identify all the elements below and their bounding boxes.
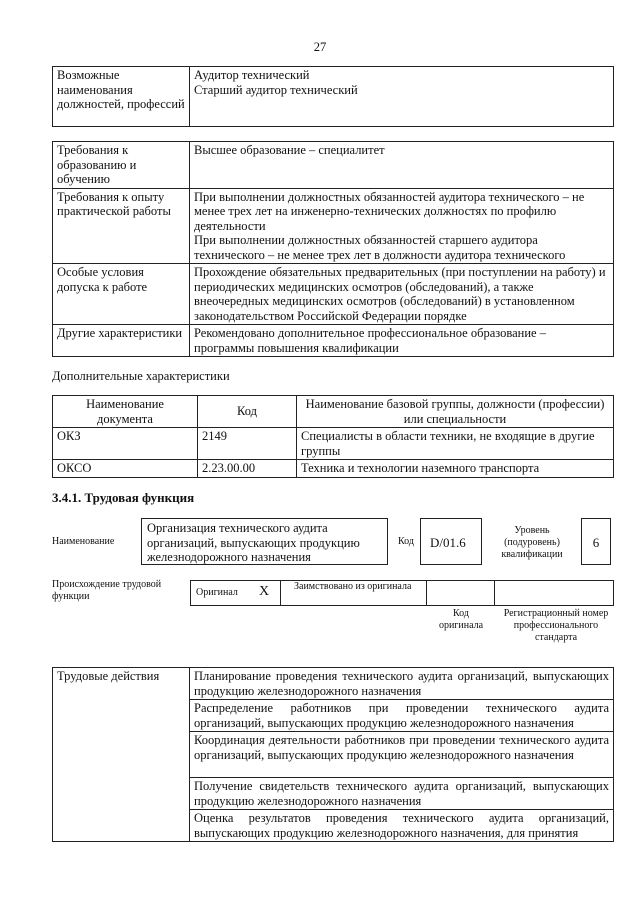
original-label: Оригинал [196,587,238,598]
action-item: Планирование проведения технического аудита организаций, выпускающих продукцию железнодорожного назначения [190,668,614,700]
header-code: Код [198,396,297,428]
positions-value [190,67,614,127]
code-label: Код [398,536,414,547]
positions-label: Возможные наименования должностей, профессий [53,67,190,127]
req-line: При выполнении должностных обязанностей аудитора технического – не менее трех лет на инженерно-технических должностях по профилю деятельности [194,189,585,233]
origin-label: Происхождение трудовой функции [52,579,162,602]
req-label: Требования к образованию и обучению [53,142,190,189]
header-name: Наименование базовой группы, должности (профессии) или специальности [297,396,614,428]
req-label: Другие характеристики [53,325,190,357]
req-value: Рекомендовано дополнительное профессиональное образование – программы повышения квалификации [190,325,614,357]
position-line: Аудитор технический [194,68,310,82]
action-item: Распределение работников при проведении технического аудита организаций, выпускающих продукцию железнодорожного назначения [190,700,614,732]
page-number: 27 [313,40,327,54]
section-title: 3.4.1. Трудовая функция [52,490,195,505]
name-cell: Специалисты в области техники, не входящие в другие группы [297,428,614,460]
req-value [190,188,614,264]
header-doc: Наименование документа [53,396,198,428]
actions-label: Трудовые действия [53,668,190,842]
req-label: Особые условия допуска к работе [53,264,190,325]
original-mark: X [259,584,270,599]
function-code-box: D/01.6 [420,518,482,565]
reg-caption: Регистрационный номер профессионального стандарта [503,608,609,643]
name-cell: Техника и технологии наземного транспорта [297,460,614,478]
positions-table [52,66,614,127]
function-name-box: Организация технического аудита организаций, выпускающих продукцию железнодорожного назначения [141,518,388,565]
req-line: При выполнении должностных обязанностей старшего аудитора технического – не менее трех лет в должности аудитора технического [194,233,566,262]
code-caption: Код оригинала [438,608,484,631]
classification-table [52,395,614,478]
borrowed-label: Заимствовано из оригинала [294,581,412,592]
req-value: Прохождение обязательных предварительных (при поступлении на работу) и периодических медицинских осмотров (обследований), а также внеочередных медицинских осмотров (обследований) в установленном законодательством Российской Федерации порядке [190,264,614,325]
code-cell: 2.23.00.00 [198,460,297,478]
req-label: Требования к опыту практической работы [53,188,190,264]
additional-title: Дополнительные характеристики [52,369,230,383]
action-item: Координация деятельности работников при проведении технического аудита организаций, выпускающих продукцию железнодорожного назначения [190,732,614,778]
action-item: Получение свидетельств технического аудита организаций, выпускающих продукцию железнодорожного назначения [190,778,614,810]
level-label: Уровень (подуровень) квалификации [501,525,563,560]
actions-table [52,667,614,842]
doc-cell: ОКСО [53,460,198,478]
code-cell: 2149 [198,428,297,460]
requirements-table [52,141,614,357]
doc-cell: ОКЗ [53,428,198,460]
req-value: Высшее образование – специалитет [190,142,614,189]
name-label: Наименование [52,536,115,547]
position-line: Старший аудитор технический [194,82,358,97]
action-item: Оценка результатов проведения технического аудита организаций, выпускающих продукцию железнодорожного назначения, для принятия [190,810,614,842]
level-box: 6 [581,518,611,565]
